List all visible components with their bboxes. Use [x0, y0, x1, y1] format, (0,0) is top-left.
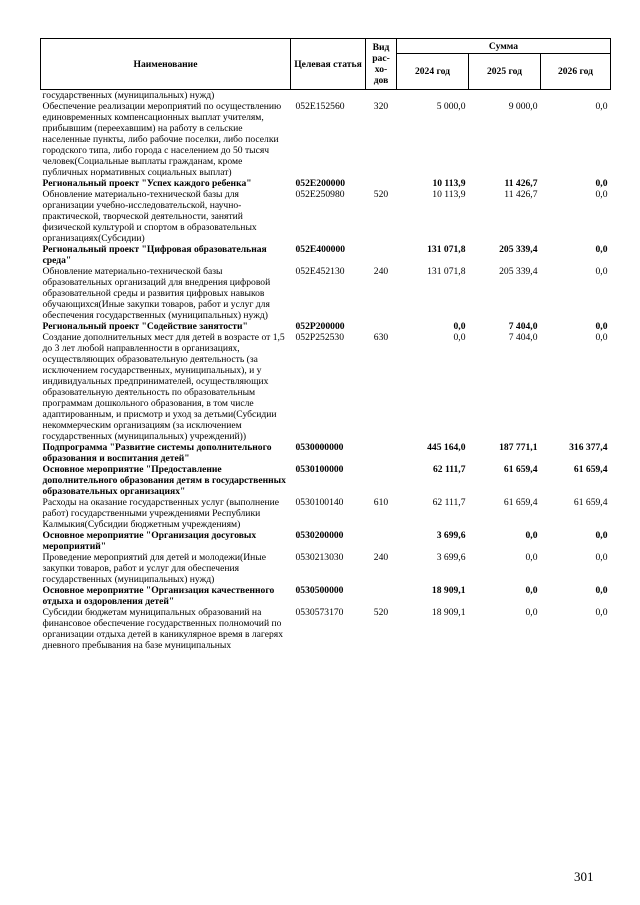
row-2024: 3 699,6	[436, 552, 466, 563]
row-name: Обновление материально-технической базы для организации учебно-исследовательской, научно-практической, творческой деятельности, занятий физической культурой и спортом в образовательных организациях(Субсидии)	[42, 189, 257, 244]
row-vid: 240	[373, 552, 389, 563]
row-2026: 0,0	[595, 321, 608, 332]
row-2025	[469, 90, 541, 102]
row-vid: 610	[373, 497, 389, 508]
table-row	[41, 244, 611, 266]
row-2026: 0,0	[595, 607, 608, 618]
row-2024: 131 071,8	[427, 244, 466, 255]
row-name: Региональный проект "Цифровая образовательная среда"	[42, 244, 267, 266]
row-code: 0530100000	[295, 464, 344, 475]
row-2025: 0,0	[525, 552, 538, 563]
row-name: Основное мероприятие "Организация качественного отдыха и оздоровления детей"	[42, 585, 275, 607]
row-vid	[366, 244, 397, 266]
header-sum: Сумма	[397, 39, 611, 54]
row-name: Обеспечение реализации мероприятий по осуществлению единовременных компенсационных выплат учителям, прибывшим (переехавшим) на работу в сельские населенные пункты, либо рабочие поселки, либо поселки городского типа, либо города с населением до 50 тысяч человек(Социальные выплаты гражданам, кроме публичных нормативных социальных выплат)	[42, 101, 282, 178]
row-code: 052E200000	[295, 178, 346, 189]
row-2024: 18 909,1	[431, 585, 466, 596]
header-vid: Вид рас- хо- дов	[366, 39, 397, 90]
row-name: Создание дополнительных мест для детей в возрасте от 1,5 до 3 лет любой направленности в организациях, осуществляющих образовательную деятельность (за исключением государственных, муниципальных), и у индивидуальных предпринимателей, осуществляющих образовательную деятельность по образовательным программам дошкольного образования, в том числе адаптированным, и присмотр и уход за детьми(Субсидии некоммерческим организациям (за исключением государственных (муниципальных) учреждений))	[42, 332, 285, 442]
row-name: Региональный проект "Успех каждого ребенка"	[42, 178, 252, 189]
row-code: 052P252530	[295, 332, 345, 343]
row-vid: 320	[373, 101, 389, 112]
row-2025: 11 426,7	[504, 178, 538, 189]
row-2025: 0,0	[525, 607, 538, 618]
row-code: 0530100140	[295, 497, 344, 508]
row-code: 0530200000	[295, 530, 344, 541]
row-vid: 520	[373, 607, 389, 618]
table-row	[41, 530, 611, 552]
table-row	[41, 552, 611, 585]
table-header	[41, 39, 611, 90]
row-vid	[366, 530, 397, 552]
row-2025: 187 771,1	[499, 442, 538, 453]
row-2024: 62 111,7	[432, 464, 466, 475]
row-name: Расходы на оказание государственных услуг (выполнение работ) государственными учреждениями Республики Калмыкия(Субсидии бюджетным учреждениям)	[42, 497, 279, 530]
row-vid	[366, 321, 397, 332]
row-name: Подпрограмма "Развитие системы дополнительного образования и воспитания детей"	[42, 442, 272, 464]
row-name: Проведение мероприятий для детей и молодежи(Иные закупки товаров, работ и услуг для обеспечения государственных (муниципальных) нужд)	[42, 552, 266, 585]
table-row	[41, 464, 611, 497]
table-row	[41, 321, 611, 332]
table-row	[41, 442, 611, 464]
row-2025: 61 659,4	[503, 464, 538, 475]
row-vid	[366, 178, 397, 189]
row-2026: 0,0	[595, 332, 608, 343]
header-name: Наименование	[41, 39, 291, 90]
table-row	[41, 266, 611, 321]
row-name: Субсидии бюджетам муниципальных образований на финансовое обеспечение государственных полномочий по организации отдыха детей в каникулярное время в лагерях дневного пребывания на базе муниципальных	[42, 607, 284, 651]
row-2025: 9 000,0	[508, 101, 538, 112]
table-row	[41, 585, 611, 607]
row-2026: 0,0	[595, 244, 608, 255]
header-2024: 2024 год	[397, 54, 469, 90]
row-vid: 520	[373, 189, 389, 200]
row-code: 0530573170	[295, 607, 344, 618]
row-2026: 0,0	[595, 552, 608, 563]
row-name: Основное мероприятие "Предоставление дополнительного образования детям в государственных образовательных организациях"	[42, 464, 286, 497]
row-vid	[366, 464, 397, 497]
row-2025: 61 659,4	[503, 497, 538, 508]
header-2025: 2025 год	[469, 54, 541, 90]
row-2024: 62 111,7	[432, 497, 466, 508]
row-2025: 0,0	[525, 585, 538, 596]
row-code: 0530213030	[295, 552, 344, 563]
row-2024: 0,0	[453, 332, 466, 343]
row-vid	[366, 90, 397, 102]
row-vid: 630	[373, 332, 389, 343]
budget-table	[40, 38, 611, 651]
table-row	[41, 497, 611, 530]
row-vid	[366, 442, 397, 464]
row-2026: 61 659,4	[573, 497, 608, 508]
row-2026: 61 659,4	[573, 464, 608, 475]
table-body	[41, 90, 611, 652]
table-row	[41, 332, 611, 442]
row-name: Региональный проект "Содействие занятости"	[42, 321, 248, 332]
row-2026: 0,0	[595, 266, 608, 277]
row-2025: 11 426,7	[504, 189, 538, 200]
header-target: Целевая статья	[291, 39, 366, 90]
row-name: Основное мероприятие "Организация досуговых мероприятий"	[42, 530, 257, 552]
row-2025: 0,0	[525, 530, 538, 541]
row-name: государственных (муниципальных) нужд)	[42, 90, 215, 101]
row-2024: 5 000,0	[436, 101, 466, 112]
header-2026: 2026 год	[541, 54, 611, 90]
row-code: 052E400000	[295, 244, 346, 255]
row-2024: 0,0	[453, 321, 466, 332]
row-2024: 18 909,1	[431, 607, 466, 618]
row-2026: 0,0	[595, 101, 608, 112]
table-row	[41, 189, 611, 244]
row-code	[291, 90, 366, 102]
row-2024: 3 699,6	[436, 530, 466, 541]
row-2024: 445 164,0	[427, 442, 466, 453]
table-row	[41, 101, 611, 178]
row-2026: 316 377,4	[569, 442, 608, 453]
row-2025: 205 339,4	[499, 244, 538, 255]
table-row	[41, 607, 611, 651]
row-2026	[541, 90, 611, 102]
table-row	[41, 178, 611, 189]
row-2026: 0,0	[595, 178, 608, 189]
row-vid: 240	[373, 266, 389, 277]
row-2024: 10 113,9	[432, 178, 466, 189]
table-row	[41, 90, 611, 102]
row-2026: 0,0	[595, 585, 608, 596]
row-code: 0530500000	[295, 585, 344, 596]
row-2026: 0,0	[595, 189, 608, 200]
row-code: 052E152560	[295, 101, 345, 112]
row-name: Обновление материально-технической базы образовательных организаций для внедрения цифровой образовательной среды и развития цифровых навыков обучающихся(Иные закупки товаров, работ и услуг для обеспечения государственных (муниципальных) нужд)	[42, 266, 271, 321]
row-2024: 131 071,8	[427, 266, 466, 277]
row-code: 052P200000	[295, 321, 345, 332]
row-vid	[366, 585, 397, 607]
row-2025: 7 404,0	[508, 332, 538, 343]
row-code: 052E452130	[295, 266, 345, 277]
row-2025: 205 339,4	[499, 266, 538, 277]
row-2024: 10 113,9	[432, 189, 466, 200]
row-code: 0530000000	[295, 442, 344, 453]
row-2026: 0,0	[595, 530, 608, 541]
page-number: 301	[574, 869, 594, 884]
row-code: 052E250980	[295, 189, 345, 200]
row-2025: 7 404,0	[508, 321, 538, 332]
row-2024	[397, 90, 469, 102]
